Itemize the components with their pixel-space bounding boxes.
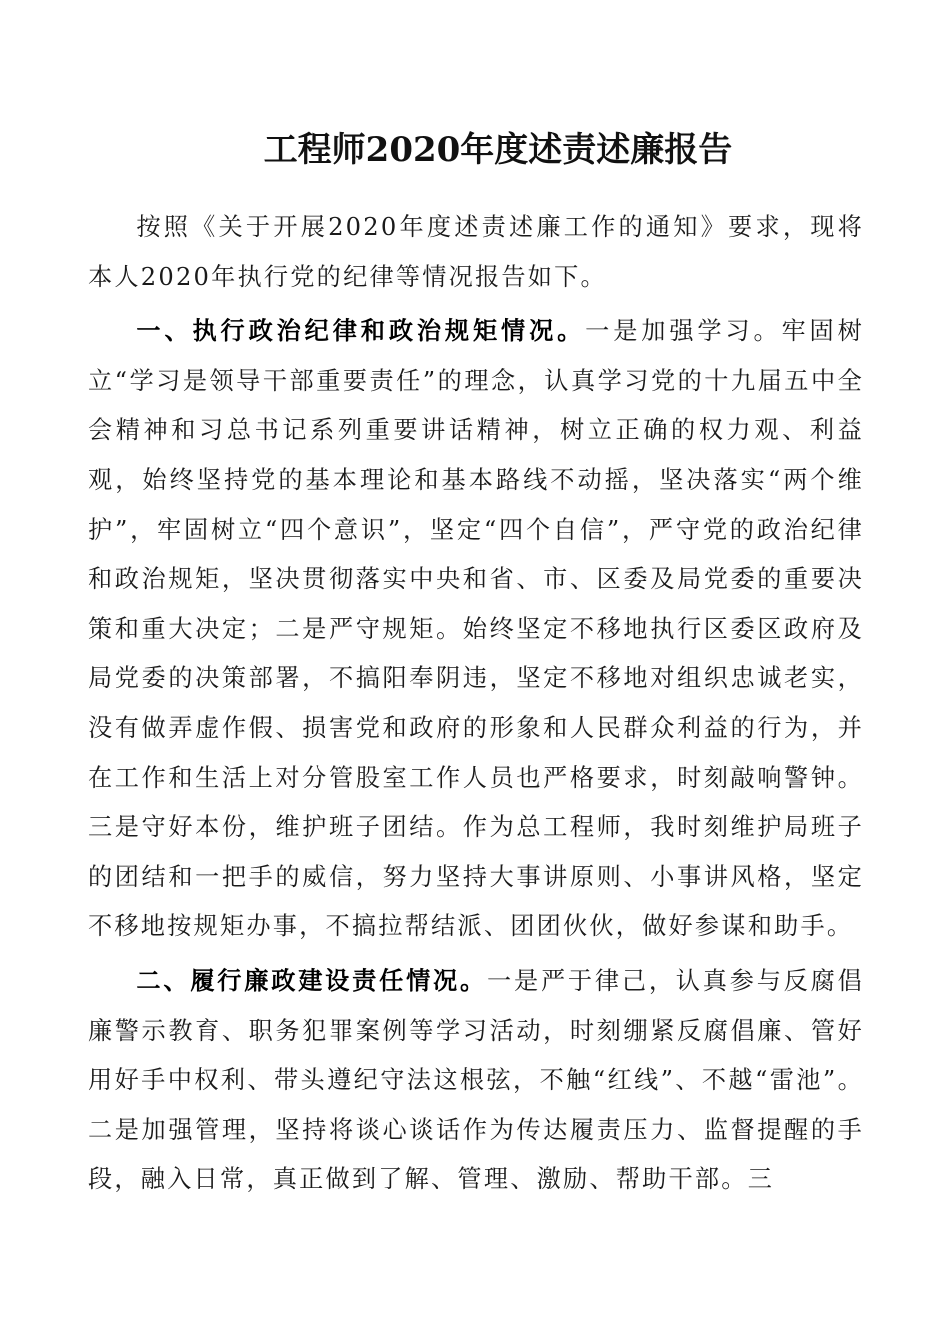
paragraph-section-1 (88, 306, 864, 952)
section-1-text: 一是加强学习。牢固树立“学习是领导干部重要责任”的理念，认真学习党的十九届五中全会精神和习总书记系列重要讲话精神，树立正确的权力观、利益观，始终坚持党的基本理论和基本路线不动摇，坚决落实“两个维护”，牢固树立“四个意识”，坚定“四个自信”，严守党的政治纪律和政治规矩，坚决贯彻落实中央和省、市、区委及局党委的重要决策和重大决定；二是严守规矩。始终坚定不移地执行区委区政府及局党委的决策部署，不搞阳奉阴违，坚定不移地对组织忠诚老实，没有做弄虚作假、损害党和政府的形象和人民群众利益的行为，并在工作和生活上对分管股室工作人员也严格要求，时刻敲响警钟。三是守好本份，维护班子团结。作为总工程师，我时刻维护局班子的团结和一把手的威信，努力坚持大事讲原则、小事讲风格，坚定不移地按规矩办事，不搞拉帮结派、团团伙伙，做好参谋和助手。 (88, 317, 864, 941)
paragraph-intro-text: 按照《关于开展2020年度述责述廉工作的通知》要求，现将本人2020年执行党的纪律等情况报告如下。 (88, 213, 864, 291)
section-1-heading: 一、执行政治纪律和政治规矩情况。 (136, 316, 586, 346)
section-2-heading: 二、履行廉政建设责任情况。 (136, 965, 487, 995)
paragraph-section-2 (88, 956, 864, 1205)
paragraph-intro (88, 203, 864, 302)
document-title: 工程师2020年度述责述廉报告 (263, 130, 733, 170)
section-2-text: 一是严于律己，认真参与反腐倡廉警示教育、职务犯罪案例等学习活动，时刻绷紧反腐倡廉、管好用好手中权利、带头遵纪守法这根弦，不触“红线”、不越“雷池”。二是加强管理，坚持将谈心谈话作为传达履责压力、监督提醒的手段，融入日常，真正做到了解、管理、激励、帮助干部。三 (88, 966, 864, 1194)
document-body (88, 203, 864, 1205)
